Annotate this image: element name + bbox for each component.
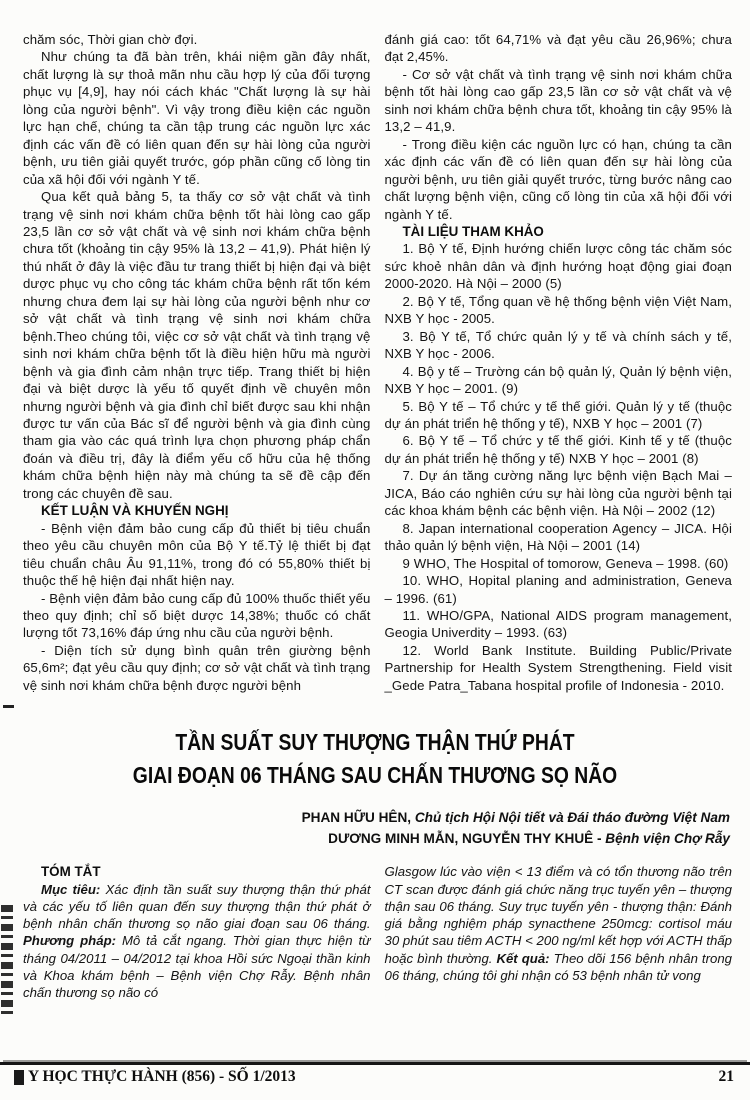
reference-item: 11. WHO/GPA, National AIDS program management, Geogia Univerdity – 1993. (63) xyxy=(384,607,732,641)
reference-item: 12. World Bank Institute. Building Public/Private Partnership for Health System Strengthening. Field visit _Gede Patra_Tabana hospital profile of Indonesia - 2010. xyxy=(384,642,732,693)
author-affiliation: Bệnh viện Chợ Rẫy xyxy=(605,830,730,846)
abstract-left-column xyxy=(23,863,371,1001)
paragraph: Như chúng ta đã bàn trên, khái niệm gần đây nhất, chất lượng là sự thoả mãn nhu cầu hợp lý của đối tượng phục vụ [4,9], hay nói cách khác "Chất lượng là sự hài lòng của người bệnh". Vì vậy trong điều kiện các nguồn lực hạn chế, chúng ta cần tập trung các nguồn lực xác định các vấn đề có liên quan đến sự hài lòng của người bệnh, ưu tiên giải quyết trước, góp phần cũng cố lòng tin của xã hội đối với ngành Y tế. xyxy=(23,49,371,187)
right-column xyxy=(385,31,733,694)
footer-mark-icon xyxy=(14,1070,24,1085)
reference-item: 4. Bộ y tế – Trường cán bộ quản lý, Quản lý bệnh viện, NXB Y học – 2001. (9) xyxy=(384,363,732,397)
page-footer xyxy=(0,1062,750,1086)
paragraph: chăm sóc, Thời gian chờ đợi. xyxy=(23,32,198,47)
reference-item: 7. Dự án tăng cường năng lực bệnh viện Bạch Mai – JICA, Báo cáo nghiên cứu sự hài lòng của người bệnh tại các khoa khám bệnh các bệnh viện. Hà Nội – 2002 (12) xyxy=(384,468,732,519)
reference-item: 6. Bộ Y tế – Tổ chức y tế thế giới. Kinh tế y tế (thuộc dự án phát triển hệ thống y tế) NXB Y học – 2001 (8) xyxy=(384,433,732,466)
abstract-result-label: Kết quả: xyxy=(496,950,550,966)
paragraph: đánh giá cao: tốt 64,71% và đạt yêu cầu 26,96%; chưa đạt 2,45%. xyxy=(384,32,732,65)
conclusion-item: - Bệnh viện đảm bảo cung cấp đủ 100% thuốc thiết yếu theo quy định; chỉ số biệt dược 14,38%; thuốc có chất lượng tốt 73,16% đáp ứng nhu cầu của người bệnh. xyxy=(23,590,371,641)
author-name: PHAN HỮU HÊN, xyxy=(301,810,412,826)
section-heading-references: TÀI LIỆU THAM KHẢO xyxy=(402,223,544,239)
reference-item: 10. WHO, Hopital planing and administration, Geneva – 1996. (61) xyxy=(384,573,732,606)
abstract-paragraph xyxy=(23,881,371,1002)
author-affiliation: Chủ tịch Hội Nội tiết và Đái tháo đường Việt Nam xyxy=(414,810,730,826)
article-title-line2: GIAI ĐOẠN 06 THÁNG SAU CHẤN THƯƠNG SỌ NÃO xyxy=(132,761,618,788)
author-line xyxy=(0,829,730,850)
conclusion-item: - Trong điều kiện các nguồn lực có hạn, chúng ta cần xác định các vấn đề có liên quan đến sự hài lòng của người bệnh, ưu tiên giải quyết trước, từng bước nâng cao chất lượng bệnh viện, cũng cố lòng tin của xã hội đối với ngành Y tế. xyxy=(384,136,732,222)
conclusion-item: - Cơ sở vật chất và tình trạng vệ sinh nơi khám chữa bệnh tốt hài lòng cao gấp 23,5 lần cơ sở vật chất và vệ sinh nơi khám chữa bệnh chưa tốt, khoảng tin cậy 95% là 13,2 – 41,9. xyxy=(384,66,732,135)
abstract-heading: TÓM TẮT xyxy=(41,864,101,880)
paragraph: Qua kết quả bảng 5, ta thấy cơ sở vật chất và tình trạng vệ sinh nơi khám chữa bệnh tốt hài lòng cao gấp 23,5 lần cơ sở vật chất và vệ sinh nơi khám chữa bệnh chưa tốt (khoảng tin cậy 95% là 13,2 – 41,9). Phát hiện lý thú nhất ở đây là việc đầu tư trang thiết bị hiện đại và biệt dược phục vụ cho công tác khám chữa bệnh rất tốn kém nhưng chưa đem lại sự hài lòng của người bệnh như cơ sở vật chất và tình trạng vệ sinh nơi khám chữa bệnh.Theo chúng tôi, việc cơ sở vật chất và tình trạng vệ sinh nơi khám chữa bệnh tốt là điều hiện hữu mà người bệnh và gia đình cảm nhận trực tiếp. Trang thiết bị hiện đại và biệt dược là yếu tố quyết định về chuyên môn nhưng người bệnh và gia đình chỉ biết được sau khi nhận được tư vấn của Bác sĩ để người bệnh và gia đình cùng tham gia vào các quá trình lựa chọn phương pháp chẩn đoán và điều trị, đây là điểm yếu cố hữu của hệ thống khám chữa bệnh hiện này mà chúng ta sẽ đề cập đến trong các chuyên đề sau. xyxy=(23,189,371,501)
page-number: 21 xyxy=(718,1068,734,1085)
abstract-continued-text: Glasgow lúc vào viện < 13 điểm và có tổn thương não trên CT scan được đánh giá chức năng trục tuyến yên – thượng thận sau 06 tháng. Suy trục tuyến yên - thượng thận: Đánh giá bằng nghiệm pháp synacthene 250mcg: cortisol máu 30 phút sau tiêm ACTH < 200 ng/ml kết hợp với ACTH thấp hoặc bình thường. xyxy=(384,864,732,966)
conclusion-item: - Bệnh viện đảm bảo cung cấp đủ thiết bị tiêu chuẩn theo yêu cầu chuyên môn của Bộ Y tế.Tỷ lệ thiết bị đạt tiêu chuẩn châu Âu 91,11%, trong đó có 55,80% thiết bị thuộc thế hệ hiện đại nhất hiện nay. xyxy=(23,520,371,589)
reference-item: 9 WHO, The Hospital of tomorow, Geneva – 1998. (60) xyxy=(402,555,729,571)
author-line xyxy=(0,808,730,829)
author-name: DƯƠNG MINH MẪN, NGUYỄN THY KHUÊ - xyxy=(328,830,602,846)
abstract-paragraph xyxy=(385,863,733,984)
footer-journal-block xyxy=(14,1068,296,1086)
reference-item: 1. Bộ Y tế, Định hướng chiến lược công tác chăm sóc sức khoẻ nhân dân và định hướng hoạt động giai đoạn 2000-2020. Hà Nội – 2000 (5) xyxy=(384,241,732,292)
article-title xyxy=(60,726,690,791)
reference-item: 5. Bộ Y tế – Tổ chức y tế thế giới. Quản lý y tế (thuộc dự án phát triển hệ thống y tế), NXB Y học – 2001 (7) xyxy=(384,398,732,431)
left-column xyxy=(23,31,371,694)
reference-item: 3. Bộ Y tế, Tổ chức quản lý y tế và chính sách y tế, NXB Y học - 2006. xyxy=(384,328,732,362)
article-title-line1: TẦN SUẤT SUY THƯỢNG THẬN THỨ PHÁT xyxy=(175,729,575,756)
scan-artifact-dash xyxy=(3,705,14,708)
abstract-right-column xyxy=(385,863,733,1001)
abstract-section xyxy=(0,863,750,1001)
abstract-method-label: Phương pháp: xyxy=(23,933,117,949)
journal-name: Y HỌC THỰC HÀNH (856) - SỐ 1/2013 xyxy=(28,1068,296,1085)
reference-item: 2. Bộ Y tế, Tổng quan về hệ thống bệnh viện Việt Nam, NXB Y học - 2005. xyxy=(384,293,732,327)
abstract-objective-text: Xác định tần suất suy thượng thận thứ phát và các yếu tố liên quan đến suy thượng thận thứ phát ở bệnh nhân chấn thương sọ não giai đoạn sau 06 tháng. xyxy=(23,881,371,932)
reference-item: 8. Japan international cooperation Agency – JICA. Hội thảo quản lý bệnh viện, Hà Nội – 2001 (14) xyxy=(384,520,732,554)
abstract-method-text: Mô tả cắt ngang. Thời gian thực hiện từ tháng 04/2011 – 04/2012 tại khoa Hồi sức Ngoại thần kinh và Khoa khám bệnh – Bệnh viện Chợ Rẫy. Bệnh nhân chấn thương sọ não có xyxy=(23,933,371,1001)
author-block xyxy=(0,808,750,849)
conclusion-item: - Diện tích sử dụng bình quân trên giường bệnh 65,6m²; đạt yêu cầu quy định; cơ sở vật chất và tình trạng vệ sinh nơi khám chữa bệnh được người bệnh xyxy=(23,642,371,693)
abstract-objective-label: Mục tiêu: xyxy=(41,881,101,897)
scan-artifact-strip xyxy=(1,905,13,1017)
section-heading-conclusion: KẾT LUẬN VÀ KHUYẾN NGHỊ xyxy=(41,503,229,519)
abstract-result-text: Theo dõi 156 bệnh nhân trong 06 tháng, chúng tôi ghi nhận có 53 bệnh nhân tử vong xyxy=(384,950,732,983)
